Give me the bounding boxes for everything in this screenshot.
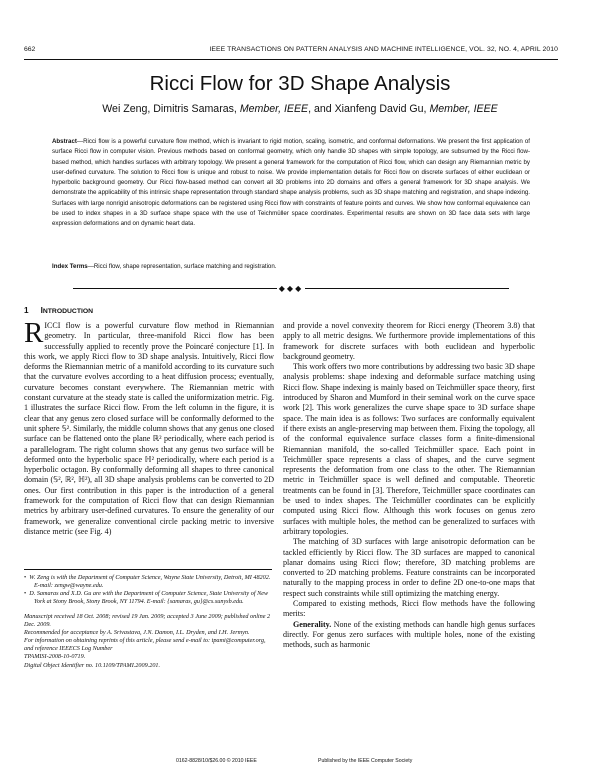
paragraph: This work offers two more contributions by addressing two basic 3D shape analysis problems: shape indexing and deformable surface matching using Ricci flow. Shape indexing is mainly based on Teichmüller space theory, first introduced by Sharon and Mumford in their seminal work on the curve space work [2]. This work generalizes the curve shape space to 3D surface shape space. The main idea is as follows: Two surfaces are conformally equivalent if there exists an angle-preserving map between them. Fixing the topology, all of the conformal equivalence surface classes form a finite-dimensional Riemannian manifold, the so-called Teichmüller space. Each point in Teichmüller space represents a class of shapes, and the curve segment represents the deformation from one class to the other. The Riemannian metric in Teichmüller space is well defined and computable. Theoretic treatments can be found in [3]. Therefore, Teichmüller space coordinates can be used to index shapes. The Teichmüller coordinates can be explicitly computed using Ricci flow. Although this work focuses on genus zero surfaces with multiple holes, the method can be generalized to surfaces with arbitrary topologies. <box>283 362 535 536</box>
section-number: 1 <box>24 306 29 315</box>
paper-title: Ricci Flow for 3D Shape Analysis <box>149 72 451 95</box>
author-membership-1: Member, IEEE <box>239 103 309 115</box>
section-heading <box>24 306 93 315</box>
merit-text: None of the existing methods can handle high genus surfaces directly. For genus zero surfaces with multiple holes, none of the existing methods, such as harmonic <box>283 619 535 650</box>
reprints-note: For information on obtaining reprints of this article, please send e-mail to: tpami@computer.org, and reference IEEECS Log Number <box>24 637 266 653</box>
section-title-rest: NTRODUCTION <box>42 308 94 315</box>
index-terms <box>52 262 530 272</box>
separator-diamond: ◆ <box>286 284 296 293</box>
running-header <box>0 46 600 58</box>
affiliation-note: • W. Zeng is with the Department of Computer Science, Wayne State University, Detroit, MI 48202. E-mail: zengw@wayne.edu. <box>24 574 271 590</box>
right-column <box>283 321 535 651</box>
recommended-note: Recommended for acceptance by A. Srivastava, J.N. Damon, I.L. Dryden, and I.H. Jermyn. <box>24 628 250 636</box>
author-line <box>0 103 600 115</box>
merit-label: Generality. <box>293 619 332 629</box>
diamond-icons <box>279 284 303 293</box>
separator-diamond: ◆ <box>295 284 304 293</box>
separator-line-right <box>305 288 509 289</box>
footnote-rule <box>24 569 272 570</box>
abstract-text: —Ricci flow is a powerful curvature flow method, which is invariant to rigid motion, scaling, isometric, and conformal deformations. We present the first application of surface Ricci flow in computer vision. Previous methods based on conformal geometry, which only handle 3D shapes with simple topology, are subsumed by the Ricci flow-based method, which handles surfaces with arbitrary topology. We present a general framework for the computation of Ricci flow, which can design any Riemannian metric by user-defined curvature. The solution to Ricci flow is unique and robust to noise. We provide implementation details for Ricci flow on discrete surfaces of either euclidean or hyperbolic background geometry. Our Ricci flow-based method can convert all 3D problems into 2D domains and offers a general framework for 3D shape analysis. We demonstrate the applicability of this intrinsic shape representation through standard shape analysis problems, such as 3D shape matching and registration, and shape indexing. Surfaces with large nonrigid anisotropic deformations can be registered using Ricci flow with constraints of feature points and curves. We show how conformal equivalence can be used to index shapes in a 3D surface shape space with the use of Teichmüller space coordinates. Experimental results are shown on 3D face data sets with large expression deformations and on dynamic heart data. <box>52 138 530 227</box>
index-terms-label: Index Terms <box>52 263 88 270</box>
affiliation-note: • D. Samaras and X.D. Gu are with the Department of Computer Science, State University of New York at Stony Brook, Stony Brook, NY 11794. E-mail: {samaras, gu}@cs.sunysb.edu. <box>24 590 269 606</box>
doi-note: Digital Object Identifier no. 10.1109/TPAMI.2009.201. <box>24 661 161 669</box>
index-terms-text: —Ricci flow, shape representation, surface matching and registration. <box>87 263 277 270</box>
section-separator <box>52 284 530 293</box>
header-rule <box>24 59 558 60</box>
author-membership-2: Member, IEEE <box>429 103 498 115</box>
left-column <box>24 317 274 537</box>
log-number: TPAMISI-2008-10-0719. <box>24 653 86 661</box>
affiliation-text: D. Samaras and X.D. Gu are with the Department of Computer Science, State University of New York at Stony Brook, Stony Brook, NY 11794. E-mail: {samaras, gu}@cs.sunysb.edu. <box>29 590 269 606</box>
author-names-2: , and Xianfeng David Gu, <box>308 103 430 115</box>
intro-paragraph <box>24 317 274 537</box>
publisher-line: Published by the IEEE Computer Society <box>318 758 413 764</box>
separator-diamond: ◆ <box>278 284 287 293</box>
abstract <box>52 137 530 229</box>
paragraph <box>283 620 535 651</box>
intro-text: ICCI flow is a powerful curvature flow method in Riemannian geometry. In particular, three-manifold Ricci flow has been successfully applied to recently prove the Poincaré conjecture [1]. In this work, we apply Ricci flow to 3D shape analysis. Intuitively, Ricci flow deforms the Riemannian metric of a manifold according to its curvature such that the curvature evolves according to a heat diffusion process; eventually, curvature becomes constant everywhere. The Riemannian metric with constant curvature at the steady state is called the uniformization metric. Fig. 1 illustrates the surface Ricci flow. From the left column in the figure, it is clear that any genus zero closed surface will be conformally deformed to the unit sphere 𝕊². Similarly, the middle column shows that any genus one closed surface can be flattened onto the plane ℝ² periodically, where each period is a parallelogram. The right column shows that any genus two surface will be deformed onto the hyperbolic space ℍ² periodically, where each period is a hyperbolic octagon. By conformally deforming all shapes to three canonical domain (𝕊², ℝ², ℍ²), all 3D shape analysis problems can be converted to 2D ones. Our first contribution in this paper is the introduction of a general framework for the computation of Ricci flow that can design Riemannian metrics by arbitrary user-defined curvatures. To ensure the generality of our framework, we generalize conventional circle packing metric to inversive distance metric (see Fig. 4) <box>24 321 274 536</box>
journal-line: IEEE TRANSACTIONS ON PATTERN ANALYSIS AND MACHINE INTELLIGENCE, VOL. 32, NO. 4, APRIL 2010 <box>209 46 558 53</box>
affiliation-text: W. Zeng is with the Department of Computer Science, Wayne State University, Detroit, MI 48202. E-mail: zengw@wayne.edu. <box>29 574 271 590</box>
footnotes <box>24 574 274 670</box>
author-names-1: Wei Zeng, Dimitris Samaras, <box>102 103 240 115</box>
section-title-initial: I <box>40 306 43 315</box>
received-note: Manuscript received 18 Oct. 2008; revised 19 Jan. 2009; accepted 3 June 2009; published online 2 Dec. 2009. <box>24 612 271 628</box>
abstract-label: Abstract <box>52 138 77 145</box>
paragraph: Compared to existing methods, Ricci flow methods have the following merits: <box>283 599 535 619</box>
paragraph: The matching of 3D surfaces with large anisotropic deformation can be tackled efficiently by Ricci flow. The 3D surfaces are mapped to canonical planar domains using Ricci flow; therefore, 3D matching problems are converted to 2D matching problems. Feature constraints can be incorporated naturally to the mapping process in order to define 2D one-to-one maps that respect such constraints while still optimizing the matching energy. <box>283 537 535 598</box>
page-number: 662 <box>24 46 36 53</box>
paragraph: and provide a novel convexity theorem for Ricci energy (Theorem 3.8) that apply to all metric designs. We furthermore provide implementations of this framework for discrete surfaces with both euclidean and hyperbolic background geometry. <box>283 321 535 361</box>
copyright-line: 0162-8828/10/$26.00 © 2010 IEEE <box>176 758 257 764</box>
separator-line-left <box>73 288 277 289</box>
drop-cap: R <box>24 317 44 349</box>
